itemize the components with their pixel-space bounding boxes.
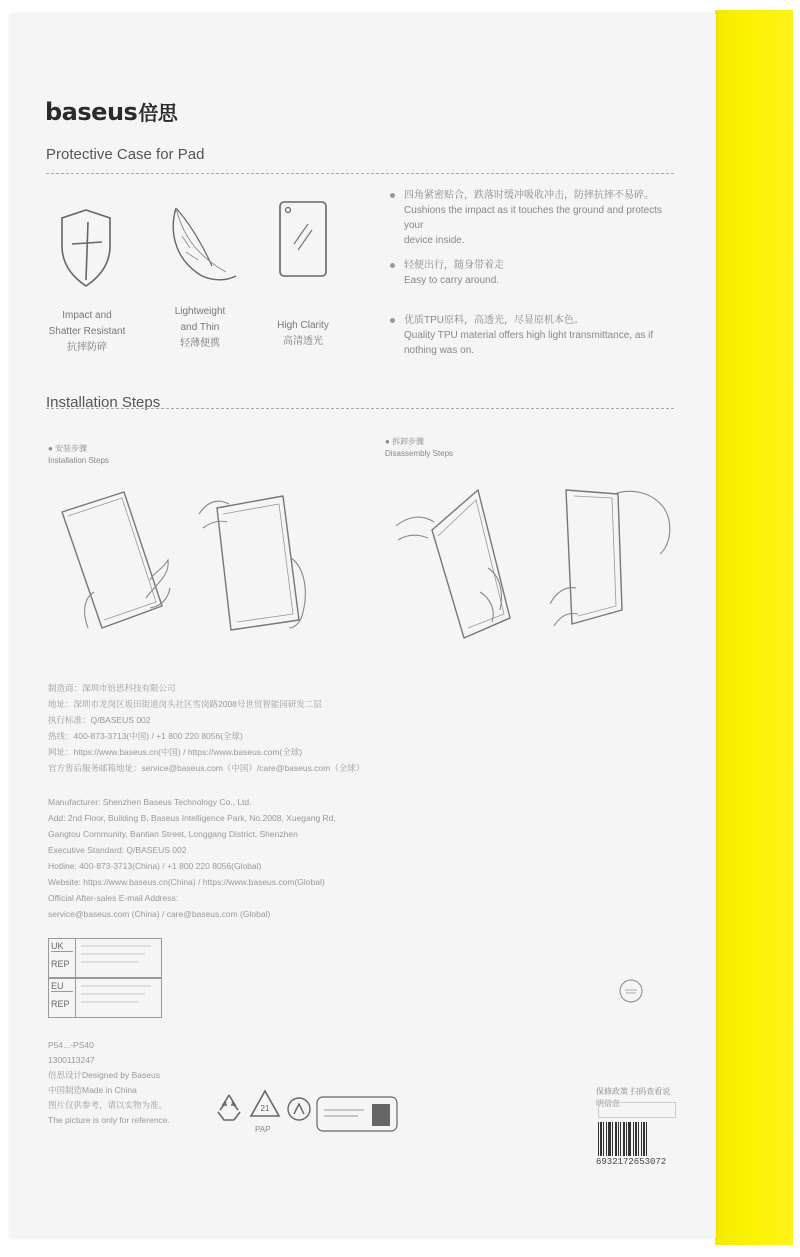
footer-ref-cn: 图片仅供参考，请以实物为准。 [48,1100,168,1110]
bullet-item [404,258,684,288]
shield-icon [60,208,112,288]
feature-label-impact [32,308,142,356]
bullet-cn: 优质TPU原料，高透光，尽显原机本色。 [404,315,584,326]
logo-text: baseus [45,98,138,126]
footer-ref-en: The picture is only for reference. [48,1115,170,1125]
disassembly-cn: 拆卸步骤 [392,437,425,446]
cn-info-line: 官方售后服务邮箱地址：service@baseus.com（中国）/care@baseus.com（全球） [48,763,365,773]
cn-info-line: 执行标准：Q/BASEUS 002 [48,715,151,725]
disassembly-steps-label: ● 拆卸步骤 Disassembly Steps [385,437,454,458]
install-steps-label: ● 安装步骤 Installation Steps [48,444,109,465]
installation-title: Installation Steps [46,394,161,411]
en-info-line: Hotline: 400-873-3713(China) / +1 800 220 8056(Global) [48,861,262,871]
uk-rep-table [48,938,162,978]
en-info-line: Gangtou Community, Bantian Street, Longgang District, Shenzhen [48,829,298,839]
en-info-line: Manufacturer: Shenzhen Baseus Technology Co., Ltd. [48,797,252,807]
install-step-1-illustration [58,488,178,638]
svg-text:21: 21 [260,1104,270,1113]
feature-label-cn: 轻薄便携 [180,338,220,349]
barcode-label-box [598,1102,676,1118]
bullet-en: Easy to carry around. [404,275,500,286]
en-info-line: Add: 2nd Floor, Building B, Baseus Intelligence Park, No.2008, Xuegang Rd, [48,813,336,823]
feather-icon [168,206,238,282]
eu-rep-label: REP [51,999,70,1009]
bullet-en: nothing was on. [404,345,475,356]
footer-model: P54...-PS40 [48,1040,94,1050]
bullet-dot [390,263,395,268]
install-en: Installation Steps [48,456,109,465]
cn-info-line: 热线：400-873-3713(中国) / +1 800 220 8056(全球) [48,731,243,741]
title-divider [46,173,674,174]
bullet-en: Cushions the impact as it touches the ground and protects your [404,205,662,231]
box-side-yellow [715,10,793,1245]
rep-text-placeholder [81,961,139,963]
cn-info-line: 地址：深圳市龙岗区坂田街道岗头社区雪岗路2008号世贸智能园研发二层 [48,699,322,709]
bullet-cn: 轻便出行，随身带着走 [404,260,504,271]
en-info-line: Official After-sales E-mail Address: [48,893,179,903]
cn-info-line: 网址：https://www.baseus.cn(中国) / https://www.baseus.com(全球) [48,747,303,757]
eu-rep-table [48,978,162,1018]
bullet-en: Quality TPU material offers high light transmittance, as if [404,330,654,341]
feature-label-line: Lightweight [174,306,226,317]
tidyman-icon [286,1096,312,1122]
rep-text-placeholder [81,945,151,947]
brand-logo [45,97,177,126]
pap-label: PAP [255,1125,271,1134]
cn-info-line: 制造商：深圳市倍思科技有限公司 [48,683,176,693]
feature-label-line: Shatter Resistant [48,326,126,337]
disassembly-step-2-illustration [540,484,680,644]
rep-text-placeholder [81,1001,139,1003]
feature-label-line: and Thin [180,322,220,333]
install-cn: 安装步骤 [55,444,88,453]
bullet-en: device inside. [404,235,465,246]
eu-label: EU [51,981,73,992]
product-title: Protective Case for Pad [46,146,205,163]
feature-label-line: Impact and [62,310,112,321]
footer-info [48,1038,170,1128]
feature-label-line: High Clarity [277,320,329,331]
feature-label-cn: 高清透光 [283,336,323,347]
install-step-2-illustration [195,488,325,638]
feature-label-clarity [248,318,358,350]
bullet-item [404,313,684,358]
bullet-cn: 四角紧密贴合，跌落时缓冲吸收冲击，防摔抗摔不易碎。 [404,190,654,201]
uk-label: UK [51,941,73,952]
rep-divider [75,939,76,977]
cn-info-block [48,680,364,776]
bullet-dot [390,318,395,323]
barcode-caption: 保修政策 扫码查看说明信息 [596,1087,671,1108]
rep-divider [75,979,76,1017]
en-info-line: Executive Standard: Q/BASEUS 002 [48,845,187,855]
barcode [598,1122,676,1156]
recycle-icon [214,1092,244,1122]
disassembly-en: Disassembly Steps [385,449,454,458]
footer-code: 1300113247 [48,1055,95,1065]
disposal-badge-icon [316,1096,398,1138]
rep-text-placeholder [81,953,145,955]
installation-divider [46,408,674,409]
rep-text-placeholder [81,993,145,995]
en-info-block [48,794,336,922]
footer-made: 中国制造Made in China [48,1085,137,1095]
uk-rep-label: REP [51,959,70,969]
pap-recycle-triangle-icon [248,1088,282,1122]
feature-label-lightweight [145,304,255,352]
recycle-seal-icon [618,978,644,1004]
footer-designed: 倍思设计Designed by Baseus [48,1070,160,1080]
bullet-dot [390,193,395,198]
rep-text-placeholder [81,985,151,987]
en-info-line: service@baseus.com (China) / care@baseus.com (Global) [48,909,271,919]
feature-label-cn: 抗摔防碎 [67,342,107,353]
barcode-number: 6932172653072 [596,1157,667,1167]
disassembly-step-1-illustration [392,482,542,642]
tablet-icon [278,200,328,278]
box-top-edge [0,0,800,12]
en-info-line: Website: https://www.baseus.cn(China) / https://www.baseus.com(Global) [48,877,325,887]
logo-cn-text: 倍思 [138,101,178,125]
bullet-item [404,188,684,248]
